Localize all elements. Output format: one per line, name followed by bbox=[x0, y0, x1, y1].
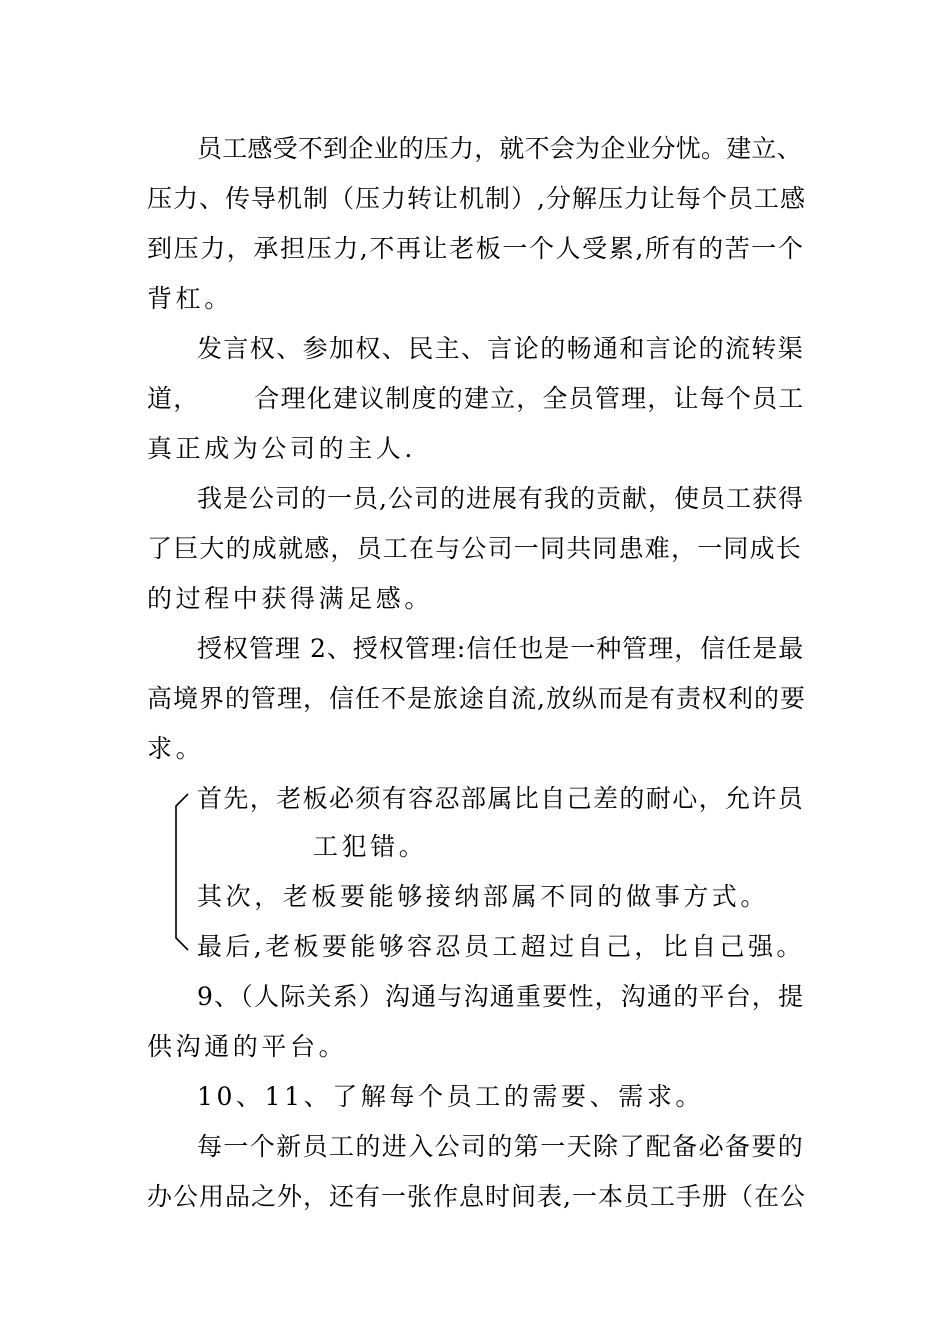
left-brace-icon bbox=[168, 792, 192, 954]
list-item-continuation: 工犯错。 bbox=[313, 832, 428, 861]
text-line: 高境界的管理，信任不是旅途自流,放纵而是有责权利的要 bbox=[147, 684, 806, 713]
text-line: 压力、传导机制（压力转让机制）,分解压力让每个员工感 bbox=[147, 184, 806, 213]
text-line: 每一个新员工的进入公司的第一天除了配备必备要的 bbox=[197, 1132, 805, 1161]
text-line: 到压力，承担压力,不再让老板一个人受累,所有的苦一个 bbox=[147, 234, 805, 263]
text-line: 员工感受不到企业的压力，就不会为企业分忧。建立、 bbox=[197, 134, 802, 163]
text-line: 了巨大的成就感，员工在与公司一同共同患难，一同成长 bbox=[147, 534, 803, 563]
text-line: 10、11、了解每个员工的需要、需求。 bbox=[197, 1082, 705, 1111]
text-line: 真正成为公司的主人. bbox=[147, 434, 416, 463]
text-line: 发言权、参加权、民主、言论的畅通和言论的流转渠 bbox=[197, 334, 805, 363]
text-line: 的过程中获得满足感。 bbox=[147, 584, 434, 613]
text-line: 办公用品之外，还有一张作息时间表,一本员工手册（在公 bbox=[147, 1182, 806, 1211]
text-line: 9、（人际关系）沟通与沟通重要性，沟通的平台，提 bbox=[197, 982, 805, 1011]
text-line: 道， 合理化建议制度的建立，全员管理，让每个员工 bbox=[147, 384, 805, 413]
text-line: 授权管理 2、授权管理:信任也是一种管理，信任是最 bbox=[197, 634, 805, 663]
list-item: 其次，老板要能够接纳部属不同的做事方式。 bbox=[197, 882, 770, 911]
text-line: 供沟通的平台。 bbox=[147, 1032, 348, 1061]
list-item: 首先，老板必须有容忍部属比自己差的耐心，允许员 bbox=[197, 784, 805, 813]
list-item: 最后,老板要能够容忍员工超过自己，比自己强。 bbox=[197, 932, 805, 961]
text-line: 我是公司的一员,公司的进展有我的贡献，使员工获得 bbox=[197, 484, 804, 513]
text-line: 背杠。 bbox=[147, 284, 233, 313]
text-line: 求。 bbox=[147, 734, 205, 763]
